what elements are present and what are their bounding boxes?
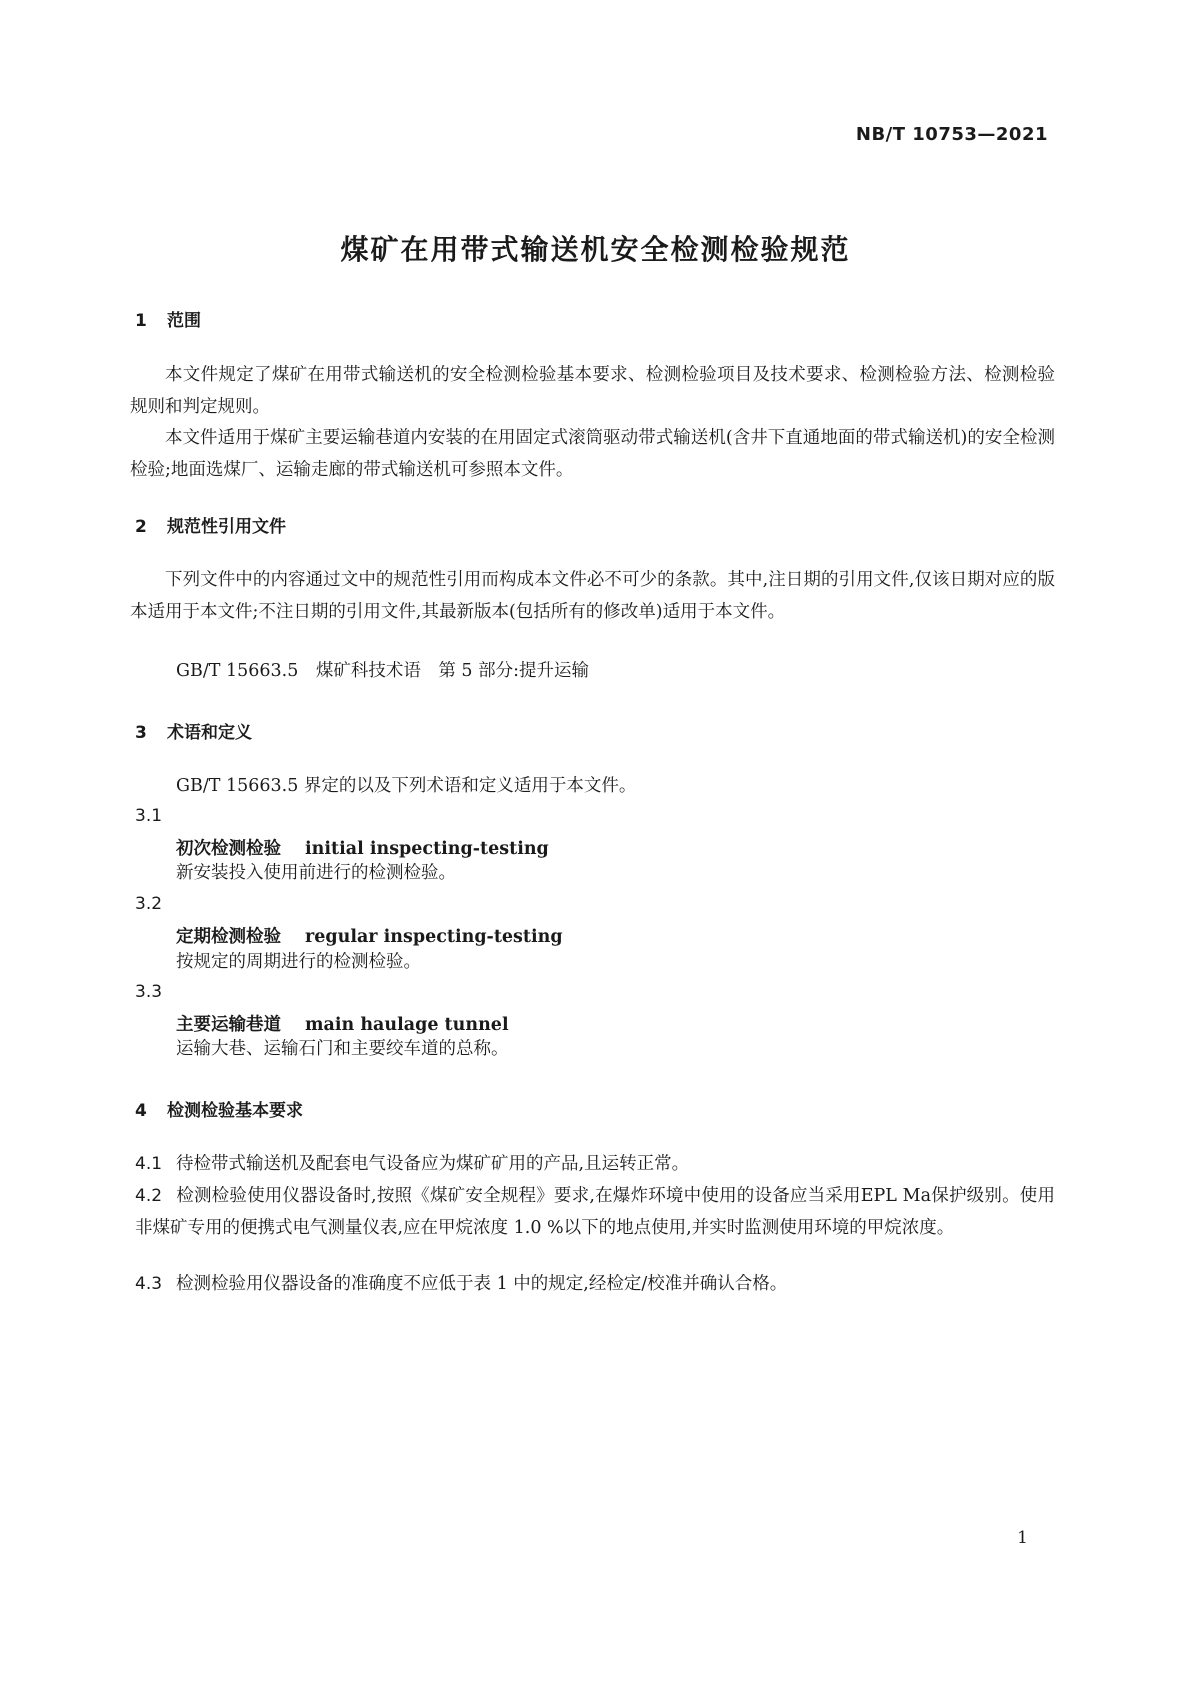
- term-en: initial inspecting-testing: [305, 839, 549, 859]
- term-definition: 按规定的周期进行的检测检验。: [176, 952, 421, 972]
- page-number: 1: [1017, 1528, 1028, 1548]
- item-number: 4.1: [135, 1154, 163, 1174]
- section-number: 3: [135, 723, 147, 743]
- term-number: 3.2: [135, 894, 163, 914]
- section-2-paragraph: 下列文件中的内容通过文中的规范性引用而构成本文件必不可少的条款。其中,注日期的引用文件,仅该日期对应的版本适用于本文件;不注日期的引用文件,其最新版本(包括所有的修改单)适用于本文件。: [130, 570, 1055, 622]
- term-zh: 主要运输巷道: [176, 1015, 281, 1035]
- section-number: 1: [135, 311, 147, 331]
- term-en: main haulage tunnel: [305, 1015, 509, 1035]
- section-title: 范围: [167, 311, 201, 331]
- term-number: 3.3: [135, 982, 163, 1002]
- section-3-heading: [135, 718, 252, 743]
- item-text: 检测检验使用仪器设备时,按照《煤矿安全规程》要求,在爆炸环境中使用的设备应当采用EPL Ma保护级别。使用非煤矿专用的便携式电气测量仪表,应在甲烷浓度 1.0 %以下的地点使用,并实时监测使用环境的甲烷浓度。: [135, 1186, 1055, 1238]
- section-number: 2: [135, 517, 147, 537]
- term-en: regular inspecting-testing: [305, 927, 563, 947]
- section-title: 检测检验基本要求: [167, 1101, 303, 1121]
- section-title: 术语和定义: [167, 723, 252, 743]
- item-number: 4.3: [135, 1274, 163, 1294]
- section-1-paragraph-2: 本文件适用于煤矿主要运输巷道内安装的在用固定式滚筒驱动带式输送机(含井下直通地面的带式输送机)的安全检测检验;地面选煤厂、运输走廊的带式输送机可参照本文件。: [130, 428, 1055, 480]
- section-number: 4: [135, 1101, 147, 1121]
- section-title: 规范性引用文件: [167, 517, 286, 537]
- term-number: 3.1: [135, 806, 163, 826]
- normative-reference: GB/T 15663.5 煤矿科技术语 第 5 部分:提升运输: [176, 661, 589, 681]
- item-text: 待检带式输送机及配套电气设备应为煤矿矿用的产品,且运转正常。: [176, 1154, 690, 1174]
- section-1-heading: [135, 306, 201, 331]
- term-definition: 新安装投入使用前进行的检测检验。: [176, 863, 456, 883]
- section-2-heading: [135, 512, 286, 537]
- term-heading: [176, 923, 563, 948]
- requirement-item: [135, 1268, 1055, 1300]
- item-number: 4.2: [135, 1186, 163, 1206]
- item-text: 检测检验用仪器设备的准确度不应低于表 1 中的规定,经检定/校准并确认合格。: [176, 1274, 788, 1294]
- term-definition: 运输大巷、运输石门和主要绞车道的总称。: [176, 1039, 509, 1059]
- standard-code: NB/T 10753—2021: [855, 124, 1048, 145]
- requirement-item: [135, 1180, 1055, 1244]
- term-zh: 初次检测检验: [176, 839, 281, 859]
- section-1-paragraph-1: 本文件规定了煤矿在用带式输送机的安全检测检验基本要求、检测检验项目及技术要求、检测检验方法、检测检验规则和判定规则。: [130, 365, 1055, 417]
- document-title: 煤矿在用带式输送机安全检测检验规范: [340, 233, 851, 266]
- section-3-intro: GB/T 15663.5 界定的以及下列术语和定义适用于本文件。: [176, 776, 637, 796]
- section-4-heading: [135, 1096, 303, 1121]
- term-zh: 定期检测检验: [176, 927, 281, 947]
- requirement-item: [135, 1148, 1055, 1180]
